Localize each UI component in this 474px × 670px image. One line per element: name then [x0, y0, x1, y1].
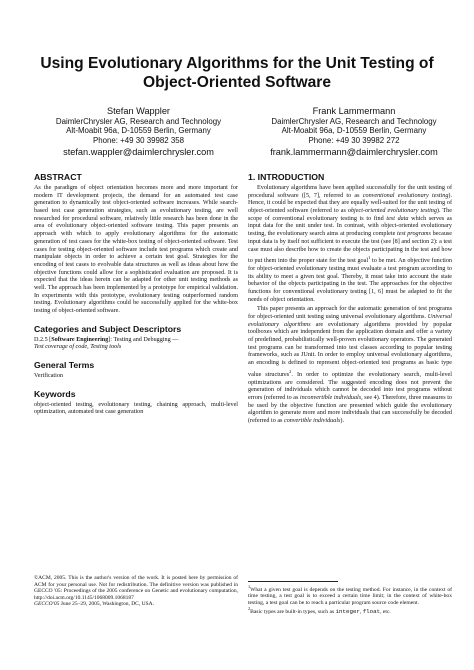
italic-term: convertible individuals [283, 418, 341, 425]
introduction-heading: 1. INTRODUCTION [248, 172, 325, 182]
author-block-1 [36, 106, 241, 158]
footnote-divider [248, 581, 338, 582]
text-run: ). [340, 418, 345, 425]
footnote-number: 2 [248, 606, 251, 612]
text-run: ). The scope of conventional evolutionary testing is to find [248, 208, 452, 222]
copyright-venue-line [34, 601, 238, 608]
keywords-heading: Keywords [34, 388, 76, 399]
author-email[interactable]: frank.lammermann@daimlerchrysler.com [270, 147, 438, 158]
footnote-marker[interactable]: 2 [289, 368, 292, 374]
footnote-2 [248, 606, 452, 615]
footnote-1 [248, 584, 452, 606]
right-column [248, 172, 452, 426]
copyright-venue: GECCO'05 [34, 601, 60, 607]
author-block-2 [248, 106, 460, 158]
title-line-1: Using Evolutionary Algorithms for the Unit Testing of [40, 55, 434, 72]
text-run: which serves as input data for the unit under test. In contrast, with object-oriented evolutionary testing, the evolutionary search aims at producing complete [248, 215, 452, 238]
author-address: Alt-Moabit 96a, D-10559 Berlin, Germany [281, 126, 427, 136]
paper-title [20, 54, 454, 92]
author-phone: Phone: +49 30 39982 358 [92, 135, 185, 145]
footnote-number: 1 [248, 584, 251, 589]
footnote-text: What a given test goal is depends on the testing method. For instance, in the context of time testing, a test goal is to exceed a certain time limit; in the context of white-box testing, a test goal can be to reach a particular program source code element. [248, 586, 452, 606]
abstract-text: As the paradigm of object orientation becomes more and more important for modern IT development projects, the demand for an automated test case generation to dynamically test object-oriented software increases. While search-based test case generation strategies, such as evolutionary testing, are well researched for procedural software, relatively little research has been done in the area of evolutionary object-oriented software testing. This paper presents an approach with which to apply evolutionary algorithms for the automatic generation of test cases for the white-box testing of object-oriented software. Test cases for testing object-oriented software include test programs which create and manipulate objects in order to achieve a certain test goal. Strategies for the encoding of test cases to evolvable data structures as well as ideas about how the objective functions could allow for a sophisticated evaluation are proposed. It is expected that the ideas herein can be adapted for other unit testing methods as well. The approach has been implemented by a prototype for empirical validation. In experiments with this prototype, evolutionary testing outperformed random testing. Evolutionary algorithms could be successfully applied for the white-box testing of object-oriented software. [34, 185, 238, 314]
text-run: because input data is by itself not sufficient to execute the test (see [8] and section 2): a test case must also describe how to create the objects participating in the test and how to put them into the proper state for the test goal [248, 231, 453, 265]
general-terms-heading: General Terms [34, 360, 95, 371]
italic-term: conventional evolutionary testing [362, 192, 449, 199]
categories-rest: ]: Testing and Debugging — [108, 336, 179, 343]
general-terms-text: Verification [34, 373, 63, 380]
categories-bold: Software Engineering [51, 336, 109, 343]
text-run: . In order to optimize the evolutionary search, multi-level optimizations are considered. The suggested encoding does not prevent the generation of individuals which cannot be decoded into test programs without errors (referred to as [248, 371, 452, 401]
intro-paragraph-2 [248, 306, 452, 425]
text-run: , see 4). Therefore, three measures to be used by the objective function are presented which guide the evolutionary algorithm to generate more and more individuals that can successfully be decoded (referred to as [248, 394, 452, 425]
text-run: This paper presents an approach for the automatic generation of test programs for object-oriented unit testing using universal evolutionary algorithms. [248, 306, 452, 321]
italic-term: test data [386, 215, 409, 222]
keywords-text: object-oriented testing, evolutionary testing, chaining approach, multi-level optimization, automated test case generation [34, 401, 238, 416]
abstract-heading: ABSTRACT [34, 172, 82, 182]
footnote-text: , [359, 609, 363, 616]
text-run: ). Hence, it could be expected that they are equally well-suited for the unit testing of object-oriented software (referred to as [248, 192, 452, 215]
author-email[interactable]: stefan.wappler@daimlerchrysler.com [63, 147, 214, 158]
title-line-2: Object-Oriented Software [142, 74, 332, 91]
author-affiliation: DaimlerChrysler AG, Research and Technology [55, 117, 222, 126]
italic-term: Universal evolutionary algorithms [248, 314, 452, 328]
author-address: Alt-Moabit 96a, D-10559 Berlin, Germany [66, 126, 211, 136]
code-term: float [362, 608, 381, 616]
italic-term: test programs [397, 231, 431, 238]
italic-term: inconvertible individuals [299, 394, 362, 401]
footnotes [248, 584, 452, 616]
author-name: Frank Lammermann [312, 106, 396, 116]
italic-term: object-oriented evolutionary testing [347, 208, 437, 215]
copyright-text: ©ACM, 2005. This is the author's version of the work. It is posted here by permission of ACM for your personal use. Not for redistribution. The definitive version was published in GECCO '05: Proceedings of the 2005 conference on Genetic and evolutionary computation, http://doi.acm.org/10.1145/1068009.1068187 [34, 575, 238, 601]
text-run: are evolutionary algorithms provided by popular toolboxes which are independent from the application domain and offer a variety of predefined, probabilistically well-proven evolutionary operators. The generated test programs can be transformed into test classes according to popular testing frameworks, such as JUnit. In order to employ universal evolutionary algorithms, an encoding is defined to represent object-oriented test programs as basic type value structures [248, 321, 452, 378]
author-name: Stefan Wappler [107, 106, 170, 116]
categories-text [34, 337, 238, 352]
categories-code: D.2.5 [ [34, 336, 52, 343]
footnote-marker[interactable]: 1 [368, 255, 371, 261]
footnote-text: , etc. [380, 609, 391, 616]
copyright-notice [34, 575, 238, 608]
left-column [34, 172, 238, 417]
author-phone: Phone: +49 30 39982 272 [308, 135, 400, 145]
text-run: Evolutionary algorithms have been applied successfully for the unit testing of procedural software ([5, 7], referred to as [248, 185, 452, 199]
author-affiliation: DaimlerChrysler AG, Research and Technology [271, 117, 437, 126]
categories-heading: Categories and Subject Descriptors [34, 323, 182, 334]
text-run: to be met. An objective function for object-oriented evolutionary testing must evaluate a test program according to its ability to meet a given test goal. Thereby, it must take into account the state behavior of the objects participating in the test. The approaches for the objective functions for conventional evolutionary testing [1, 6] must be adapted to fit the needs of object orientation. [248, 258, 452, 303]
copyright-venue-rest: June 25–29, 2005, Washington, DC, USA. [59, 601, 154, 607]
code-term: integer [335, 608, 360, 616]
categories-italic: Test coverage of code, Testing tools [34, 344, 122, 351]
intro-paragraph-1 [248, 185, 452, 304]
footnote-text: Basic types are built-in types, such as [250, 609, 336, 616]
